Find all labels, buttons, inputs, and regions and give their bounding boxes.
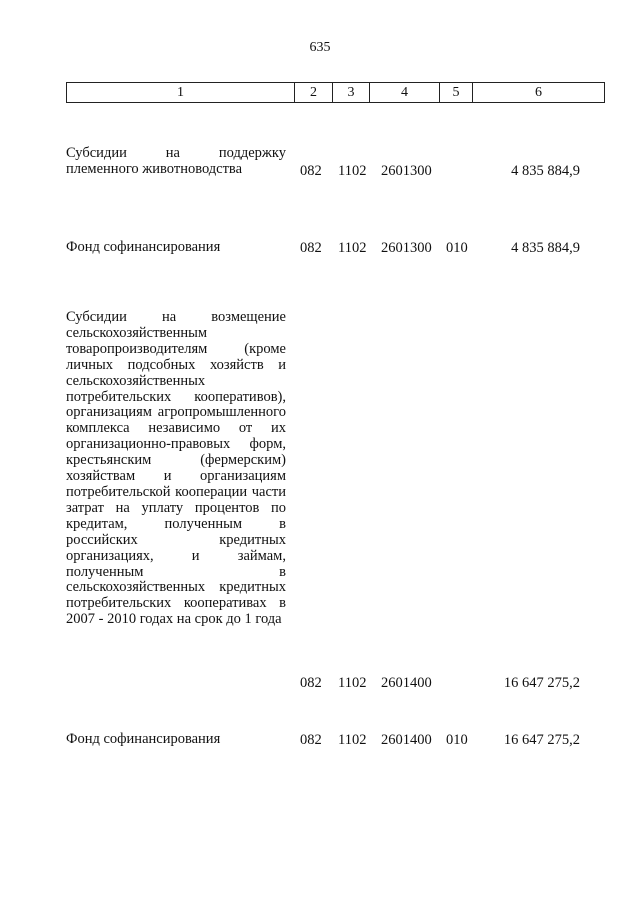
row-target-code: 2601300 (381, 163, 432, 179)
row-description: Субсидии на поддержку племенного животноводства (66, 145, 286, 177)
row-section-code: 1102 (338, 732, 367, 748)
page-number: 635 (309, 40, 331, 55)
row-target-code: 2601300 (381, 240, 432, 256)
row-amount: 16 647 275,2 (503, 732, 580, 748)
column-header-4: 4 (370, 83, 440, 103)
row-admin-code: 082 (300, 732, 322, 748)
row-description: Субсидии на возмещение сельскохозяйственным товаропроизводителям (кроме личных подсобных хозяйств и сельскохозяйственных потребительских кооперативов), организациям агропромышленного комплекса независимо от их организационно-правовых форм, крестьянским (фермерским) хозяйствам и организациям потребительской кооперации части затрат на уплату процентов по кредитам, полученным в российских кредитных организациях, и займам, полученным в сельскохозяйственных кредитных потребительских кооперативах в 2007 - 2010 годах на срок до 1 года (66, 309, 286, 628)
row-amount: 16 647 275,2 (503, 675, 580, 691)
row-target-code: 2601400 (381, 732, 432, 748)
row-admin-code: 082 (300, 675, 322, 691)
column-header-6: 6 (473, 83, 605, 103)
column-header-3: 3 (333, 83, 370, 103)
row-expense-type: 010 (446, 732, 468, 748)
row-section-code: 1102 (338, 163, 367, 179)
column-header-1: 1 (67, 83, 295, 103)
column-header-table (66, 82, 605, 103)
row-amount: 4 835 884,9 (511, 240, 580, 256)
column-header-2: 2 (295, 83, 333, 103)
row-amount: 4 835 884,9 (511, 163, 580, 179)
row-section-code: 1102 (338, 675, 367, 691)
row-admin-code: 082 (300, 163, 322, 179)
column-header-5: 5 (440, 83, 473, 103)
row-description: Фонд софинансирования (66, 731, 221, 747)
row-admin-code: 082 (300, 240, 322, 256)
column-header-row (67, 83, 605, 103)
row-description: Фонд софинансирования (66, 239, 221, 255)
row-expense-type: 010 (446, 240, 468, 256)
row-target-code: 2601400 (381, 675, 432, 691)
row-section-code: 1102 (338, 240, 367, 256)
